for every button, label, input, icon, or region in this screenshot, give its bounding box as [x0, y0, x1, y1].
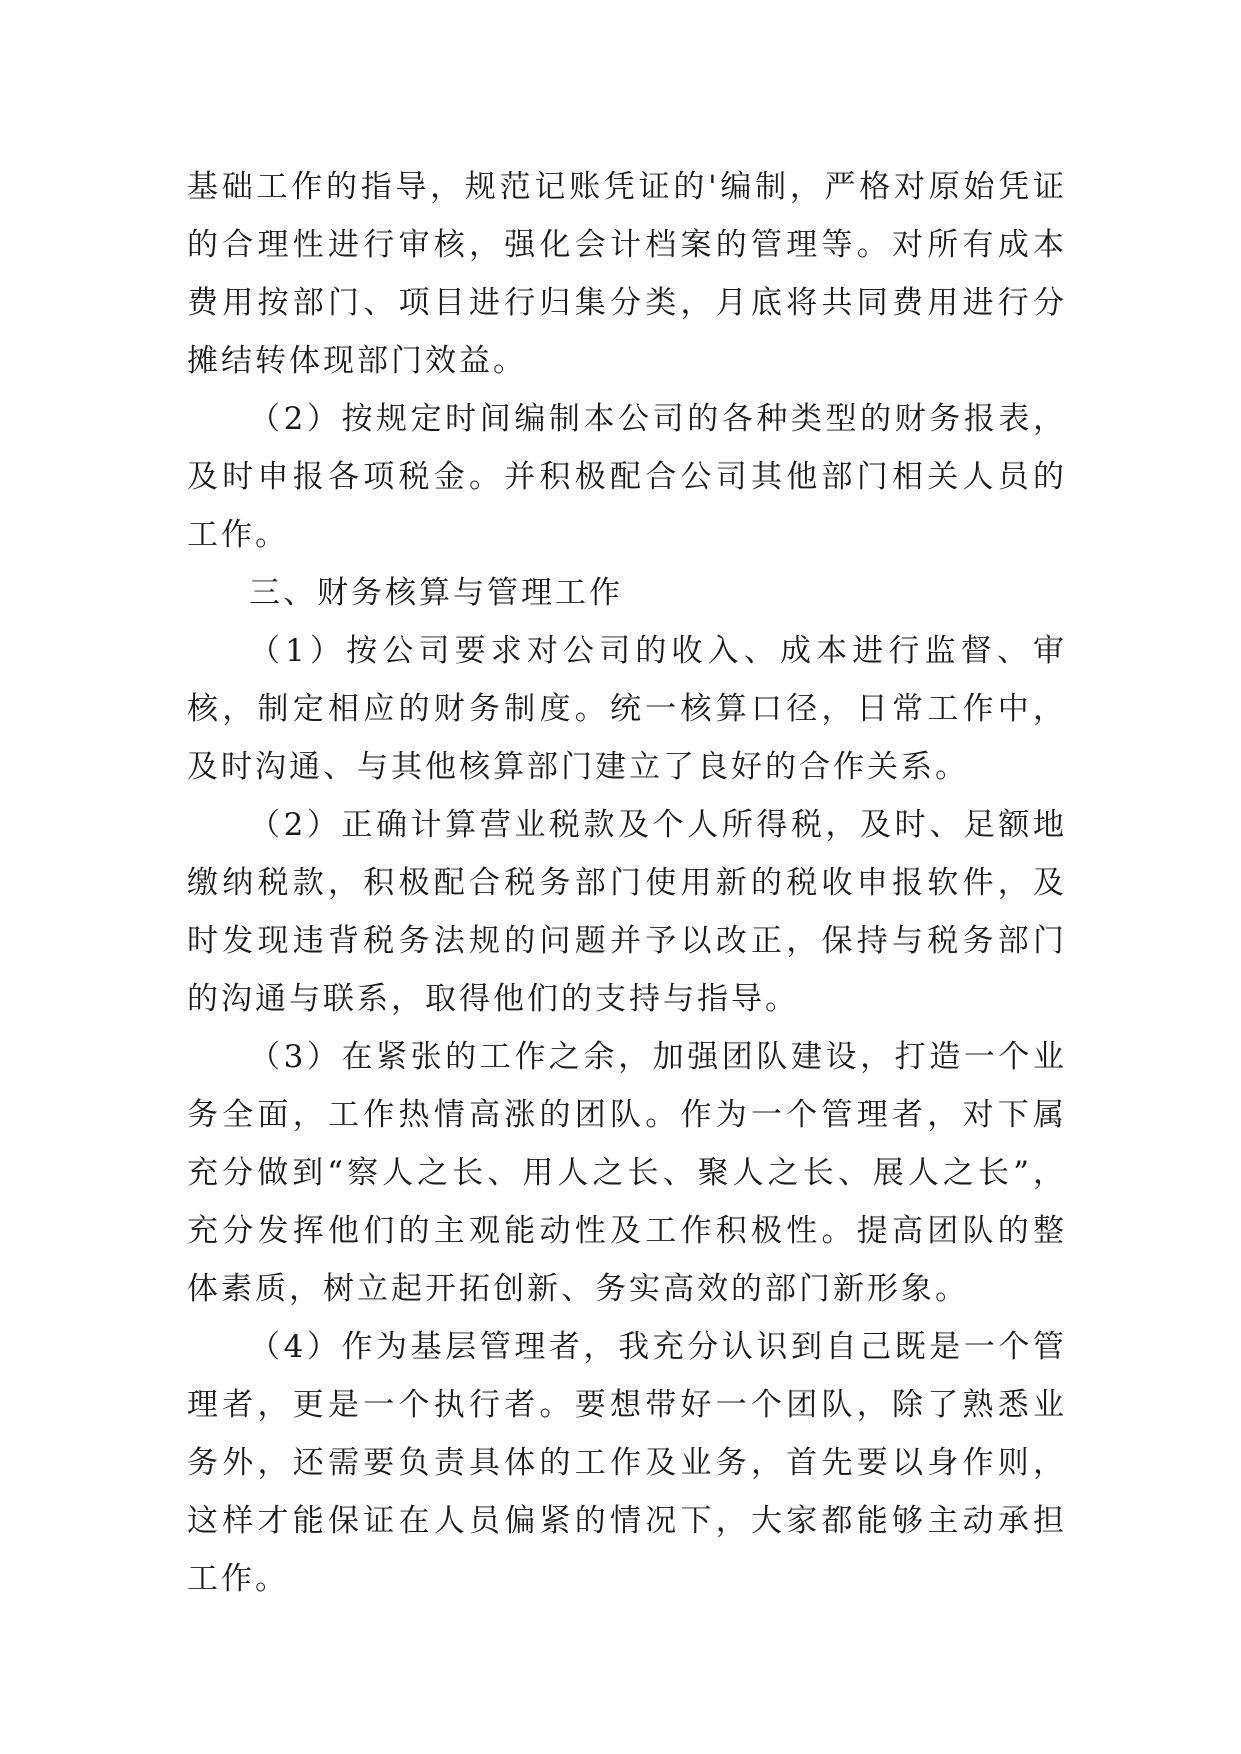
- paragraph-item-2-tax: （2）正确计算营业税款及个人所得税，及时、足额地缴纳税款，积极配合税务部门使用新的税收申报软件，及时发现违背税务法规的问题并予以改正，保持与税务部门的沟通与联系，取得他们的支持与指导。: [187, 807, 1067, 1017]
- paragraph-item-4-manager: （4）作为基层管理者，我充分认识到自己既是一个管理者，更是一个执行者。要想带好一个团队，除了熟悉业务外，还需要负责具体的工作及业务，首先要以身作则，这样才能保证在人员偏紧的情况下，大家都能够主动承担工作。: [187, 1329, 1067, 1597]
- section-heading-3: 三、财务核算与管理工作: [249, 575, 623, 611]
- paragraph-item-3-team: （3）在紧张的工作之余，加强团队建设，打造一个业务全面，工作热情高涨的团队。作为一个管理者，对下属充分做到“察人之长、用人之长、聚人之长、展人之长”，充分发挥他们的主观能动性及工作积极性。提高团队的整体素质，树立起开拓创新、务实高效的部门新形象。: [187, 1039, 1067, 1307]
- document-body: [187, 158, 1067, 1608]
- paragraph-item-1-supervision: （1）按公司要求对公司的收入、成本进行监督、审核，制定相应的财务制度。统一核算口径，日常工作中，及时沟通、与其他核算部门建立了良好的合作关系。: [187, 633, 1067, 785]
- paragraph-item-2-reports: （2）按规定时间编制本公司的各种类型的财务报表，及时申报各项税金。并积极配合公司其他部门相关人员的工作。: [187, 401, 1067, 553]
- paragraph-continuation: 基础工作的指导，规范记账凭证的'编制，严格对原始凭证的合理性进行审核，强化会计档案的管理等。对所有成本费用按部门、项目进行归集分类，月底将共同费用进行分摊结转体现部门效益。: [187, 169, 1067, 379]
